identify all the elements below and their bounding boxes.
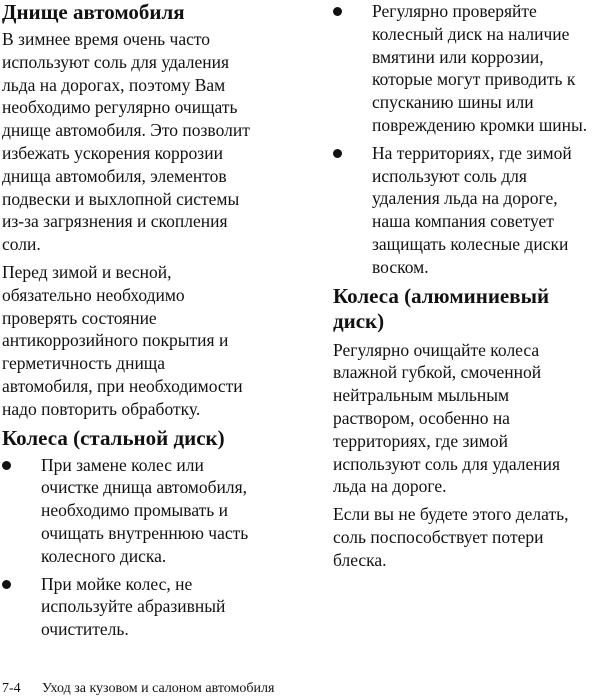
text-line: влажной губкой, смоченной [333, 362, 542, 383]
text-line: Регулярно проверяйте [372, 1, 537, 21]
text-line: соли. [2, 234, 41, 255]
list-item [2, 454, 292, 568]
text-line: необходимо регулярно очищать [2, 97, 238, 118]
text-line: соль поспособствует потери [333, 526, 544, 547]
text-line: Перед зимой и весной, [2, 261, 172, 282]
bullet-icon [333, 149, 342, 158]
heading-line: Колеса (алюминиевый [333, 283, 550, 308]
text-line: колесный диск на наличие [372, 23, 570, 44]
steel-wheels-list [2, 454, 292, 641]
paragraph-anticorrosion-check [2, 261, 292, 421]
text-line: раствором, особенно на [333, 407, 510, 428]
text-line: очиститель. [41, 619, 129, 640]
text-line: которые могут приводить к [372, 69, 576, 90]
list-item [2, 573, 292, 641]
text-line: спусканию шины или [372, 92, 534, 113]
section-title: Уход за кузовом и салоном автомобиля [42, 681, 275, 696]
text-line: повреждению кромки шины. [372, 114, 588, 135]
text-line: автомобиля, при необходимости [2, 375, 243, 396]
text-line: Регулярно очищайте колеса [333, 339, 540, 360]
bullet-icon [2, 580, 11, 589]
left-column [2, 0, 292, 641]
text-line: антикоррозийного покрытия и [2, 330, 229, 351]
text-line: используют соль для удаления [2, 51, 230, 72]
text-line: очистке днища автомобиля, [41, 477, 248, 498]
right-column [333, 0, 615, 572]
text-line: нейтральным мыльным [333, 385, 510, 406]
text-line: При мойке колес, не [41, 573, 193, 594]
text-line: блеска. [333, 549, 387, 570]
text-line: надо повторить обработку. [2, 398, 201, 419]
page-footer [2, 680, 274, 698]
list-item [333, 142, 615, 279]
text-line: вмятини или коррозии, [372, 46, 544, 67]
heading-steel-wheels: Колеса (стальной диск) [2, 425, 225, 450]
heading-underbody: Днище автомобиля [2, 0, 185, 24]
text-line: льда на дороге. [333, 476, 447, 497]
text-line: используйте абразивный [41, 596, 226, 617]
paragraph-alloy-cleaning [333, 339, 615, 499]
text-line: Если вы не будете этого делать, [333, 504, 569, 525]
text-line: льда на дорогах, поэтому Вам [2, 74, 226, 95]
bullet-icon [2, 461, 11, 470]
text-line: днища автомобиля, элементов [2, 165, 227, 186]
text-line: из-за загрязнения и скопления [2, 211, 228, 232]
page-number: 7-4 [2, 681, 21, 696]
text-line: используют соль для [372, 165, 527, 186]
paragraph-gloss-loss [333, 503, 615, 571]
text-line: используют соль для удаления [333, 453, 561, 474]
text-line: территориях, где зимой [333, 430, 508, 451]
text-line: В зимнее время очень часто [2, 29, 211, 49]
text-line: необходимо промывать и [41, 500, 228, 521]
text-line: наша компания советует [372, 211, 554, 232]
text-line: проверять состояние [2, 307, 157, 328]
text-line: колесного диска. [41, 545, 167, 566]
bullet-icon [333, 7, 342, 16]
heading-line: диск) [333, 308, 385, 333]
text-line: воском. [372, 256, 429, 277]
text-line: удаления льда на дороге, [372, 188, 558, 209]
list-item [333, 0, 615, 137]
paragraph-underbody-salt [2, 28, 292, 256]
text-line: На территориях, где зимой [372, 142, 572, 163]
text-line: днище автомобиля. Это позволит [2, 120, 250, 141]
text-line: обязательно необходимо [2, 284, 185, 305]
text-line: защищать колесные диски [372, 233, 569, 254]
text-line: При замене колес или [41, 454, 204, 475]
wheel-care-list [333, 0, 615, 279]
text-line: избежать ускорения коррозии [2, 142, 223, 163]
text-line: герметичность днища [2, 353, 166, 374]
text-line: подвески и выхлопной системы [2, 188, 240, 209]
heading-alloy-wheels [333, 284, 615, 334]
text-line: очищать внутреннюю часть [41, 522, 249, 543]
